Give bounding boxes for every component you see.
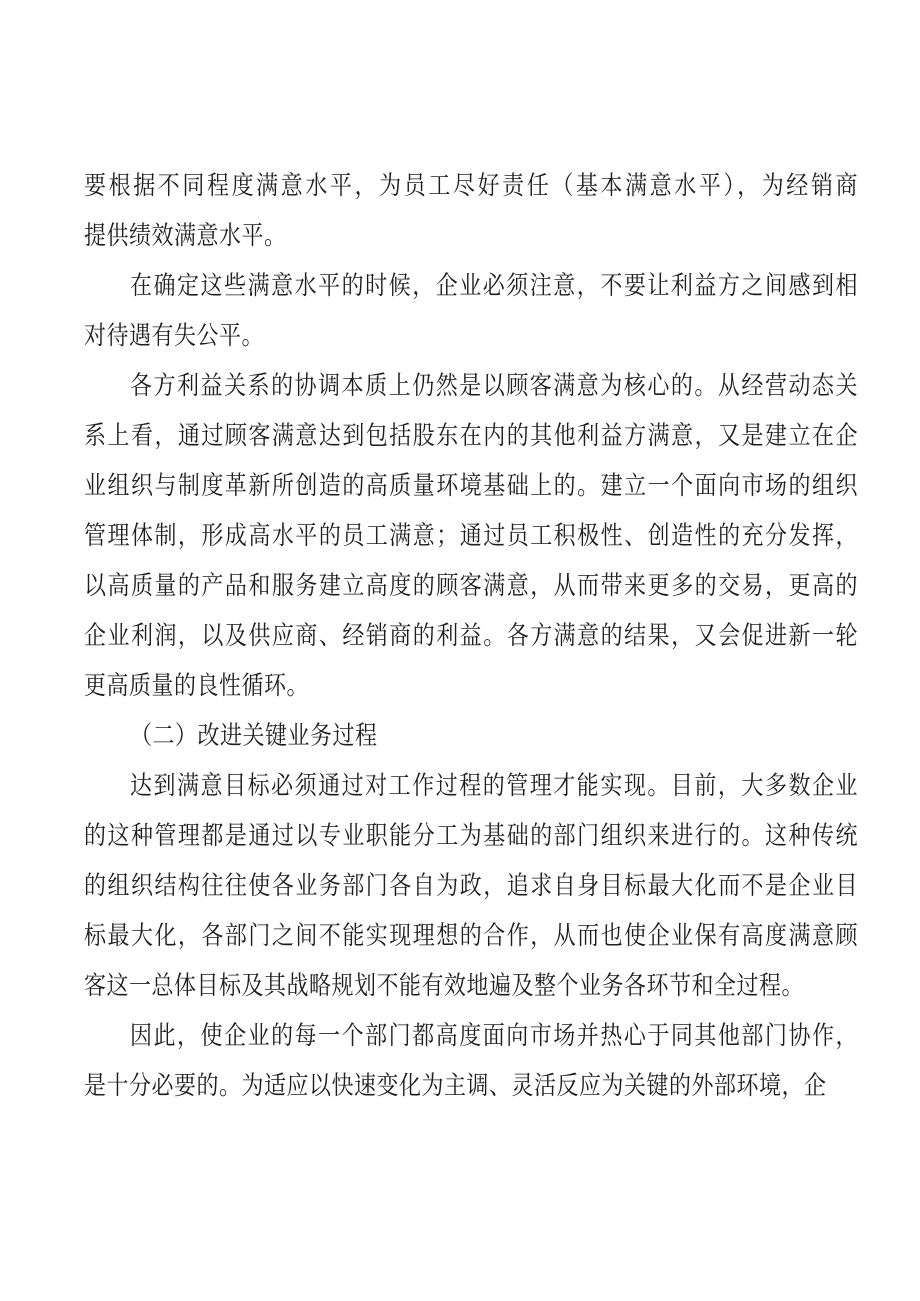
text-line: 达到满意目标必须通过对工作过程的管理才能实现。目前，大多数企业: [130, 771, 858, 800]
heading-line: （二）改进关键业务过程: [130, 721, 378, 750]
text-line: 标最大化，各部门之间不能实现理想的合作，从而也使企业保有高度满意顾: [84, 921, 858, 950]
text-line: 系上看，通过顾客满意达到包括股东在内的其他利益方满意，又是建立在企: [84, 421, 858, 450]
paragraph: [84, 161, 858, 261]
text-line: 企业利润，以及供应商、经销商的利益。各方满意的结果，又会促进新一轮: [84, 621, 858, 650]
text-line: 是十分必要的。为适应以快速变化为主调、灵活反应为关键的外部环境，企: [84, 1071, 827, 1100]
section-heading: [84, 711, 858, 761]
text-line: 以高质量的产品和服务建立高度的顾客满意，从而带来更多的交易，更高的: [84, 571, 858, 600]
text-line: 客这一总体目标及其战略规划不能有效地遍及整个业务各环节和全过程。: [84, 971, 805, 1000]
text-line: 提供绩效满意水平。: [84, 221, 287, 250]
text-line: 因此，使企业的每一个部门都高度面向市场并热心于同其他部门协作，: [130, 1021, 858, 1050]
text-line: 业组织与制度革新所创造的高质量环境基础上的。建立一个面向市场的组织: [84, 471, 858, 500]
paragraph: [84, 761, 858, 1011]
text-line: 的组织结构往往使各业务部门各自为政，追求自身目标最大化而不是企业目: [84, 871, 858, 900]
text-line: 更高质量的良性循环。: [84, 671, 310, 700]
text-line: 对待遇有失公平。: [84, 321, 265, 350]
text-line: 要根据不同程度满意水平，为员工尽好责任（基本满意水平），为经销商: [84, 171, 858, 200]
paragraph: [84, 261, 858, 361]
text-line: 管理体制，形成高水平的员工满意；通过员工积极性、创造性的充分发挥，: [84, 521, 858, 550]
text-line: 在确定这些满意水平的时候，企业必须注意，不要让利益方之间感到相: [130, 271, 858, 300]
paragraph: [84, 1011, 858, 1111]
text-line: 各方利益关系的协调本质上仍然是以顾客满意为核心的。从经营动态关: [130, 371, 858, 400]
paragraph: [84, 361, 858, 711]
text-line: 的这种管理都是通过以专业职能分工为基础的部门组织来进行的。这种传统: [84, 821, 858, 850]
document-body: [84, 161, 858, 1111]
